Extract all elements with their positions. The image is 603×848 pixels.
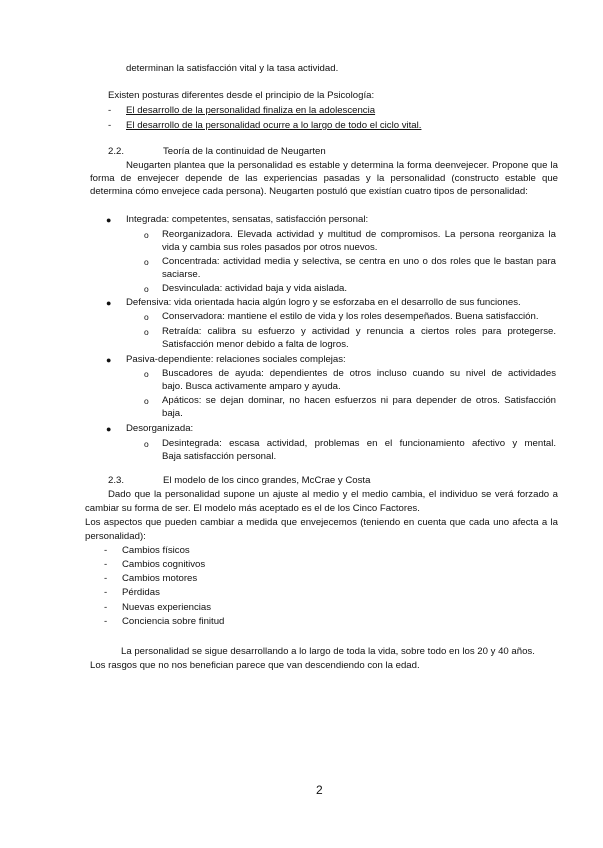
circle-bullet: o [144,257,149,267]
bullet-point: ● [106,355,112,365]
dash-bullet: - [108,105,112,116]
personality-type-label: Pasiva-dependiente: relaciones sociales complejas: [126,354,346,365]
change-item: Cambios motores [122,573,198,584]
paragraph-line: personalidad): [85,531,146,542]
bullet-point: ● [106,215,112,225]
paragraph-line: Neugarten plantea que la personalidad es estable y determina la forma deenvejecer. Propone que la [126,160,558,171]
closing-line: Los rasgos que no nos benefician parece que van descendiendo con la edad. [90,660,420,671]
personality-type-label: Defensiva: vida orientada hacia algún logro y se esforzaba en el desarrollo de sus funciones. [126,297,521,308]
dash-bullet: - [104,573,108,584]
circle-bullet: o [144,396,149,406]
subtype-line: Apáticos: se dejan dominar, no hacen esfuerzos ni para depender de otros. Satisfacción [162,395,556,406]
change-item: Pérdidas [122,587,160,598]
dash-bullet: - [108,120,112,131]
subtype-line: Desvinculada: actividad baja y vida aislada. [162,283,348,294]
section-title: El modelo de los cinco grandes, McCrae y Costa [163,475,371,486]
circle-bullet: o [144,439,149,449]
dash-bullet: - [104,545,108,556]
paragraph-line: forma de envejecer depende de las experiencias pasadas y la personalidad (constructo estable que [90,173,558,184]
change-item: Conciencia sobre finitud [122,616,225,627]
paragraph-line: Los aspectos que pueden cambiar a medida que envejecemos (teniendo en cuenta que cada uno afecta a la [85,517,558,528]
subtype-line: Retraída: calibra su esfuerzo y actividad y renuncia a ciertos roles para protegerse. [162,326,556,337]
paragraph-line: Dado que la personalidad supone un ajuste al medio y el medio cambia, el individuo se verá forzado a [108,489,558,500]
closing-line: La personalidad se sigue desarrollando a lo largo de toda la vida, sobre todo en los 20 y 40 años. [121,646,535,657]
change-item: Cambios cognitivos [122,559,206,570]
paragraph-line: determina cómo envejece cada persona). Neugarten postuló que existían cuatro tipos de personalidad: [90,186,528,197]
subtype-line: baja. [162,408,183,419]
subtype-line: Buscadores de ayuda: dependientes de otros incluso cuando su nivel de actividades [162,368,556,379]
section-number: 2.3. [108,475,125,486]
intro-line: determinan la satisfacción vital y la tasa actividad. [126,63,339,74]
posture-item: El desarrollo de la personalidad ocurre a lo largo de todo el ciclo vital. [126,120,422,131]
subtype-line: Concentrada: actividad media y selectiva, se centra en uno o dos roles que le bastan para [162,256,556,267]
dash-bullet: - [104,587,108,598]
section-number: 2.2. [108,146,125,157]
circle-bullet: o [144,284,149,294]
subtype-line: saciarse. [162,269,201,280]
personality-type-label: Desorganizada: [126,423,194,434]
subtype-line: vida y cambia sus roles pasados por otros nuevos. [162,242,378,253]
circle-bullet: o [144,312,149,322]
dash-bullet: - [104,602,108,613]
dash-bullet: - [104,616,108,627]
paragraph-line: cambiar su forma de ser. El modelo más aceptado es el de los Cinco Factores. [85,503,420,514]
circle-bullet: o [144,327,149,337]
subtype-line: Baja satisfacción personal. [162,451,277,462]
section-heading-2-3 [108,475,370,487]
change-item: Cambios físicos [122,545,190,556]
change-item: Nuevas experiencias [122,602,212,613]
circle-bullet: o [144,369,149,379]
subtype-line: Desintegrada: escasa actividad, problemas en el funcionamiento afectivo y mental. [162,438,556,449]
section-heading-2-2 [108,146,326,158]
circle-bullet: o [144,230,149,240]
postures-lead: Existen posturas diferentes desde el principio de la Psicología: [108,90,375,101]
subtype-line: bajo. Busca activamente amparo y ayuda. [162,381,341,392]
subtype-line: Reorganizadora. Elevada actividad y multitud de compromisos. La persona reorganiza la [162,229,556,240]
subtype-line: Satisfacción menor debido a falta de logros. [162,339,349,350]
section-title: Teoría de la continuidad de Neugarten [163,146,326,157]
subtype-line: Conservadora: mantiene el estilo de vida y los roles desempeñados. Buena satisfacción. [162,311,539,322]
bullet-point: ● [106,298,112,308]
page-number: 2 [316,783,323,797]
bullet-point: ● [106,424,112,434]
personality-type-label: Integrada: competentes, sensatas, satisfacción personal: [126,214,369,225]
dash-bullet: - [104,559,108,570]
posture-item: El desarrollo de la personalidad finaliza en la adolescencia [126,105,376,116]
